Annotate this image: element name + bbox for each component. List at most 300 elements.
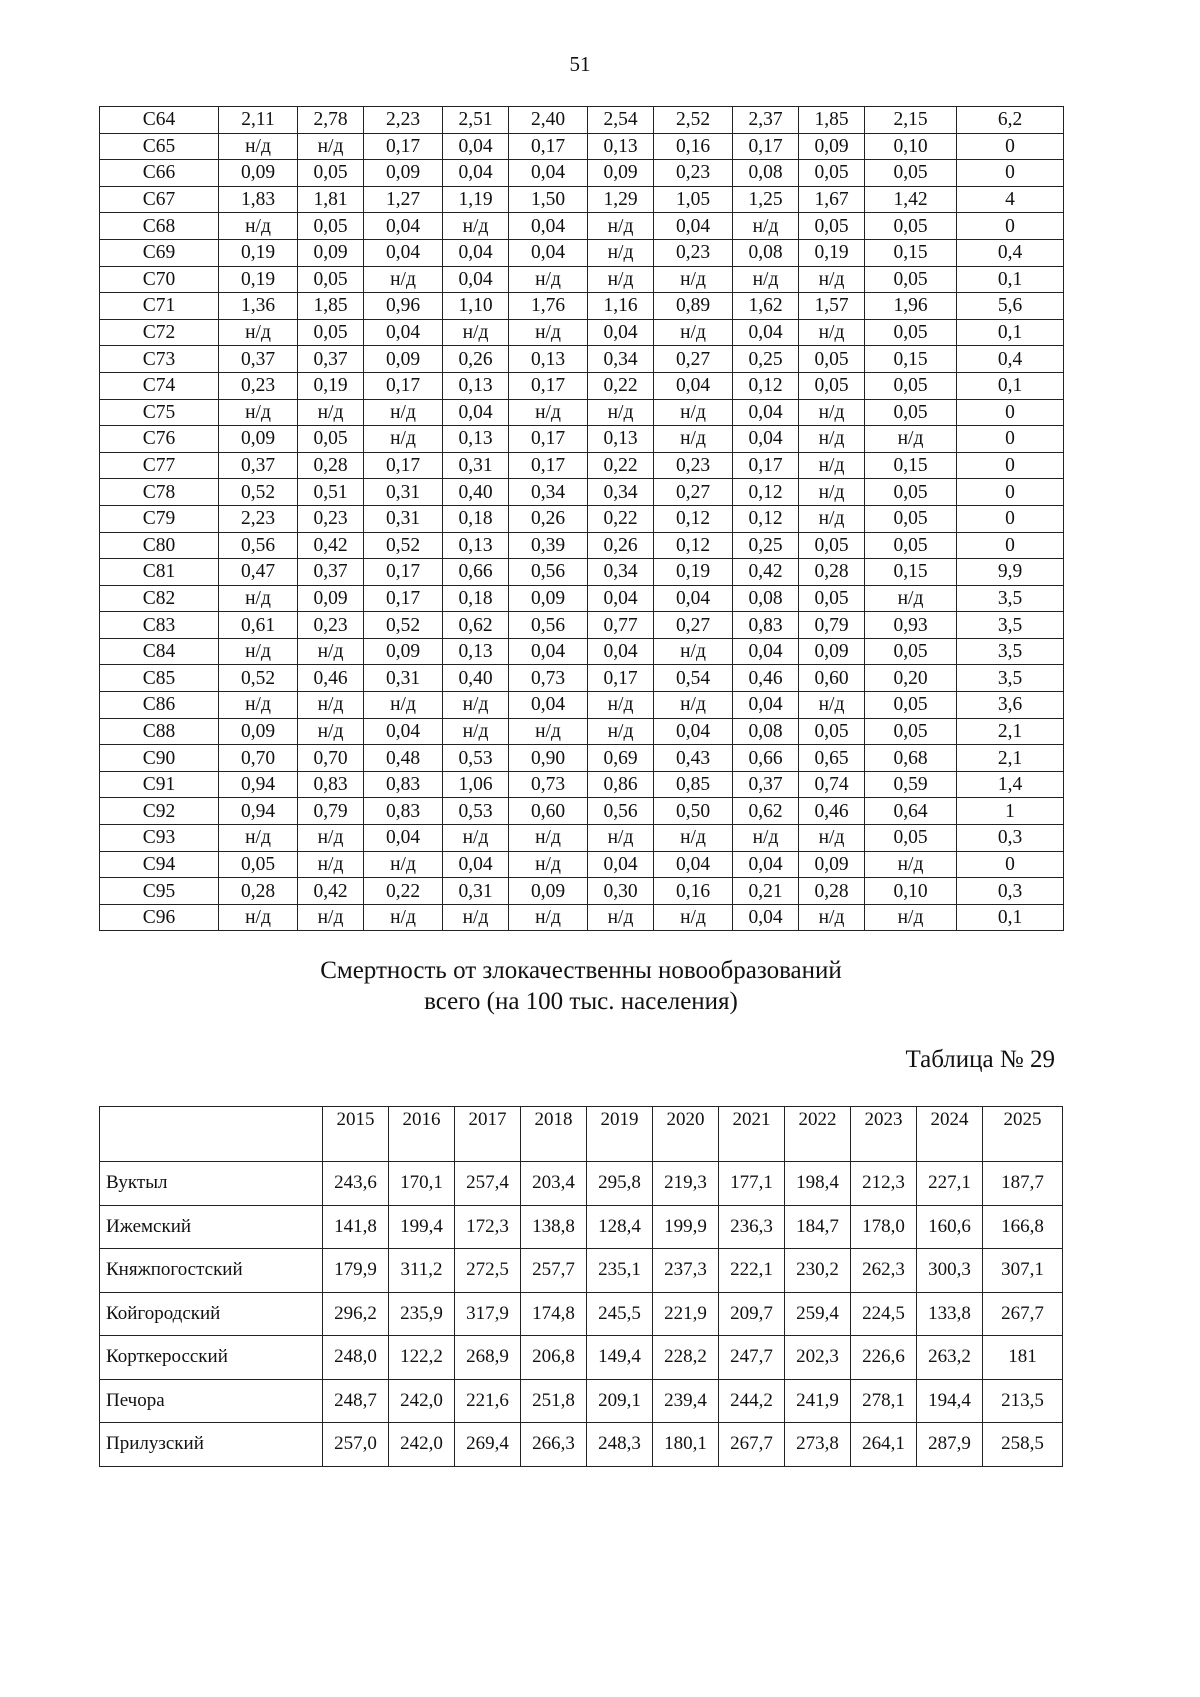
value-cell: 222,1	[719, 1249, 785, 1293]
mortality-table	[99, 1106, 1063, 1467]
table-row	[100, 798, 1064, 825]
value-cell: 0,04	[509, 213, 588, 240]
code-cell: C94	[100, 851, 219, 878]
value-cell: 258,5	[983, 1423, 1063, 1467]
value-cell: н/д	[443, 825, 509, 852]
value-cell: 0,04	[509, 160, 588, 187]
code-cell: C75	[100, 399, 219, 426]
value-cell: 0,08	[733, 585, 799, 612]
table-row	[100, 612, 1064, 639]
value-cell: 0,17	[364, 559, 443, 586]
table-caption: Таблица № 29	[905, 1046, 1055, 1073]
value-cell: 239,4	[653, 1379, 719, 1423]
value-cell: 0,04	[364, 319, 443, 346]
value-cell: 1,81	[298, 186, 364, 213]
value-cell: 272,5	[455, 1249, 521, 1293]
value-cell: 184,7	[785, 1205, 851, 1249]
value-cell: н/д	[219, 319, 298, 346]
value-cell: 212,3	[851, 1162, 917, 1206]
value-cell: н/д	[509, 319, 588, 346]
value-cell: 248,3	[587, 1423, 653, 1467]
value-cell: 0,69	[588, 745, 654, 772]
table-row	[100, 266, 1064, 293]
table-row	[100, 239, 1064, 266]
value-cell: н/д	[443, 213, 509, 240]
value-cell: 0,05	[865, 532, 957, 559]
code-cell: C96	[100, 904, 219, 931]
value-cell: 0,68	[865, 745, 957, 772]
value-cell: 1,36	[219, 293, 298, 320]
year-header-cell: 2023	[851, 1107, 917, 1162]
value-cell: 0,17	[364, 452, 443, 479]
value-cell: н/д	[654, 426, 733, 453]
value-cell: 227,1	[917, 1162, 983, 1206]
value-cell: 0,05	[298, 213, 364, 240]
value-cell: 2,78	[298, 107, 364, 134]
value-cell: 0	[957, 851, 1064, 878]
value-cell: н/д	[219, 213, 298, 240]
value-cell: 0,12	[733, 479, 799, 506]
value-cell: 0,25	[733, 346, 799, 373]
code-cell: C66	[100, 160, 219, 187]
value-cell: н/д	[588, 239, 654, 266]
table-row	[100, 771, 1064, 798]
value-cell: 317,9	[455, 1292, 521, 1336]
value-cell: 235,9	[389, 1292, 455, 1336]
value-cell: 0,23	[219, 372, 298, 399]
value-cell: 0,43	[654, 745, 733, 772]
value-cell: 0,04	[588, 585, 654, 612]
value-cell: 0,19	[298, 372, 364, 399]
value-cell: 0,05	[799, 160, 865, 187]
value-cell: 213,5	[983, 1379, 1063, 1423]
value-cell: 138,8	[521, 1205, 587, 1249]
value-cell: н/д	[298, 638, 364, 665]
code-cell: C74	[100, 372, 219, 399]
value-cell: н/д	[588, 399, 654, 426]
region-cell: Прилузский	[100, 1423, 323, 1467]
value-cell: 0,93	[865, 612, 957, 639]
table-row	[100, 532, 1064, 559]
value-cell: 0,22	[588, 372, 654, 399]
value-cell: 0,30	[588, 878, 654, 905]
value-cell: 1,10	[443, 293, 509, 320]
value-cell: 0,46	[799, 798, 865, 825]
value-cell: н/д	[865, 585, 957, 612]
region-cell: Корткеросский	[100, 1336, 323, 1380]
value-cell: 0,04	[733, 904, 799, 931]
value-cell: 0,37	[298, 559, 364, 586]
value-cell: 1,85	[799, 107, 865, 134]
value-cell: 262,3	[851, 1249, 917, 1293]
value-cell: 257,4	[455, 1162, 521, 1206]
code-cell: C77	[100, 452, 219, 479]
value-cell: 0,1	[957, 372, 1064, 399]
value-cell: 0,05	[865, 319, 957, 346]
table-row	[100, 1249, 1063, 1293]
table-row	[100, 904, 1064, 931]
region-cell: Печора	[100, 1379, 323, 1423]
value-cell: 1,85	[298, 293, 364, 320]
value-cell: 1,16	[588, 293, 654, 320]
region-cell: Княжпогостский	[100, 1249, 323, 1293]
year-header-cell: 2021	[719, 1107, 785, 1162]
value-cell: 2,1	[957, 718, 1064, 745]
value-cell: н/д	[588, 692, 654, 719]
value-cell: 224,5	[851, 1292, 917, 1336]
code-cell: C81	[100, 559, 219, 586]
value-cell: н/д	[588, 904, 654, 931]
code-cell: C79	[100, 505, 219, 532]
year-header-cell: 2017	[455, 1107, 521, 1162]
value-cell: 1,57	[799, 293, 865, 320]
value-cell: 0,53	[443, 745, 509, 772]
value-cell: 0,27	[654, 346, 733, 373]
value-cell: 0,12	[733, 505, 799, 532]
value-cell: 0,19	[654, 559, 733, 586]
value-cell: 0,17	[364, 585, 443, 612]
value-cell: 2,23	[219, 505, 298, 532]
value-cell: 0	[957, 133, 1064, 160]
value-cell: 0,51	[298, 479, 364, 506]
value-cell: 0,09	[364, 638, 443, 665]
value-cell: 0,13	[588, 133, 654, 160]
value-cell: н/д	[865, 851, 957, 878]
code-cell: C92	[100, 798, 219, 825]
value-cell: 209,1	[587, 1379, 653, 1423]
value-cell: 269,4	[455, 1423, 521, 1467]
value-cell: н/д	[298, 399, 364, 426]
value-cell: 0,05	[799, 532, 865, 559]
code-cell: C86	[100, 692, 219, 719]
code-cell: C65	[100, 133, 219, 160]
value-cell: 0,05	[799, 585, 865, 612]
value-cell: 0,13	[443, 638, 509, 665]
value-cell: 0	[957, 160, 1064, 187]
value-cell: 0,26	[588, 532, 654, 559]
value-cell: 296,2	[323, 1292, 389, 1336]
value-cell: 0,25	[733, 532, 799, 559]
value-cell: 0,65	[799, 745, 865, 772]
value-cell: 181	[983, 1336, 1063, 1380]
value-cell: н/д	[865, 426, 957, 453]
value-cell: н/д	[799, 319, 865, 346]
value-cell: н/д	[799, 505, 865, 532]
value-cell: 5,6	[957, 293, 1064, 320]
value-cell: 243,6	[323, 1162, 389, 1206]
value-cell: н/д	[509, 399, 588, 426]
value-cell: 278,1	[851, 1379, 917, 1423]
value-cell: 1,96	[865, 293, 957, 320]
value-cell: 247,7	[719, 1336, 785, 1380]
value-cell: 0,56	[219, 532, 298, 559]
value-cell: н/д	[298, 133, 364, 160]
value-cell: 0,42	[298, 532, 364, 559]
value-cell: 0,22	[588, 505, 654, 532]
value-cell: 0,13	[588, 426, 654, 453]
table-row	[100, 1423, 1063, 1467]
value-cell: 0,09	[509, 878, 588, 905]
value-cell: н/д	[219, 399, 298, 426]
value-cell: н/д	[654, 319, 733, 346]
value-cell: 0,12	[654, 505, 733, 532]
value-cell: 2,23	[364, 107, 443, 134]
value-cell: 194,4	[917, 1379, 983, 1423]
value-cell: 0,04	[364, 213, 443, 240]
value-cell: 0,42	[733, 559, 799, 586]
value-cell: 0,89	[654, 293, 733, 320]
value-cell: 0,23	[654, 160, 733, 187]
value-cell: 9,9	[957, 559, 1064, 586]
value-cell: 0,23	[298, 612, 364, 639]
value-cell: 0,31	[364, 665, 443, 692]
value-cell: 0,73	[509, 771, 588, 798]
value-cell: 2,37	[733, 107, 799, 134]
value-cell: 0,08	[733, 239, 799, 266]
value-cell: 174,8	[521, 1292, 587, 1336]
value-cell: 172,3	[455, 1205, 521, 1249]
code-cell: C70	[100, 266, 219, 293]
value-cell: н/д	[654, 266, 733, 293]
value-cell: 0,79	[799, 612, 865, 639]
value-cell: 199,4	[389, 1205, 455, 1249]
code-cell: C72	[100, 319, 219, 346]
value-cell: 0,04	[443, 266, 509, 293]
value-cell: 0,15	[865, 346, 957, 373]
value-cell: 241,9	[785, 1379, 851, 1423]
year-header-cell: 2024	[917, 1107, 983, 1162]
value-cell: 0,17	[509, 372, 588, 399]
value-cell: н/д	[654, 638, 733, 665]
value-cell: 0,28	[799, 559, 865, 586]
year-header-cell: 2020	[653, 1107, 719, 1162]
value-cell: 0,34	[588, 559, 654, 586]
value-cell: 0,04	[509, 638, 588, 665]
value-cell: 0,13	[443, 372, 509, 399]
value-cell: 0,09	[219, 426, 298, 453]
value-cell: 0,52	[219, 479, 298, 506]
value-cell: н/д	[364, 399, 443, 426]
value-cell: 0,09	[298, 239, 364, 266]
value-cell: 166,8	[983, 1205, 1063, 1249]
value-cell: 0,46	[298, 665, 364, 692]
value-cell: 244,2	[719, 1379, 785, 1423]
value-cell: 206,8	[521, 1336, 587, 1380]
value-cell: 0,12	[733, 372, 799, 399]
value-cell: 3,5	[957, 638, 1064, 665]
value-cell: 1,62	[733, 293, 799, 320]
year-header-cell: 2015	[323, 1107, 389, 1162]
value-cell: 0,05	[298, 266, 364, 293]
year-header-cell: 2025	[983, 1107, 1063, 1162]
value-cell: 199,9	[653, 1205, 719, 1249]
value-cell: 0,4	[957, 239, 1064, 266]
value-cell: 0,05	[865, 399, 957, 426]
region-cell: Койгородский	[100, 1292, 323, 1336]
value-cell: 0,04	[364, 825, 443, 852]
value-cell: 0,05	[799, 718, 865, 745]
value-cell: 0,09	[364, 346, 443, 373]
year-header-cell: 2022	[785, 1107, 851, 1162]
value-cell: 133,8	[917, 1292, 983, 1336]
value-cell: н/д	[509, 718, 588, 745]
table-row	[100, 399, 1064, 426]
value-cell: 0,09	[799, 133, 865, 160]
value-cell: 235,1	[587, 1249, 653, 1293]
value-cell: 3,5	[957, 665, 1064, 692]
value-cell: 0,94	[219, 771, 298, 798]
value-cell: 0,1	[957, 266, 1064, 293]
value-cell: 264,1	[851, 1423, 917, 1467]
value-cell: 1,29	[588, 186, 654, 213]
code-cell: C76	[100, 426, 219, 453]
value-cell: 263,2	[917, 1336, 983, 1380]
value-cell: 0,05	[865, 213, 957, 240]
value-cell: 0,61	[219, 612, 298, 639]
table-row	[100, 1336, 1063, 1380]
value-cell: 266,3	[521, 1423, 587, 1467]
value-cell: 6,2	[957, 107, 1064, 134]
value-cell: н/д	[654, 825, 733, 852]
section-title	[0, 955, 1162, 1017]
value-cell: 0,17	[733, 452, 799, 479]
value-cell: 0,26	[443, 346, 509, 373]
value-cell: 0,3	[957, 825, 1064, 852]
table-row	[100, 665, 1064, 692]
value-cell: 0,04	[443, 239, 509, 266]
value-cell: н/д	[654, 399, 733, 426]
value-cell: 0,04	[733, 426, 799, 453]
value-cell: 0,47	[219, 559, 298, 586]
code-cell: C85	[100, 665, 219, 692]
value-cell: 0,28	[219, 878, 298, 905]
value-cell: 0,04	[654, 718, 733, 745]
value-cell: н/д	[298, 692, 364, 719]
value-cell: 0,09	[588, 160, 654, 187]
value-cell: 0,26	[509, 505, 588, 532]
value-cell: 0,48	[364, 745, 443, 772]
value-cell: 0,05	[865, 692, 957, 719]
value-cell: н/д	[654, 904, 733, 931]
value-cell: 0,94	[219, 798, 298, 825]
value-cell: 122,2	[389, 1336, 455, 1380]
value-cell: 0,04	[588, 851, 654, 878]
value-cell: 187,7	[983, 1162, 1063, 1206]
value-cell: 0,04	[733, 399, 799, 426]
value-cell: 0,17	[364, 372, 443, 399]
value-cell: 0,31	[443, 878, 509, 905]
value-cell: 0,28	[298, 452, 364, 479]
value-cell: 0,62	[733, 798, 799, 825]
code-cell: C68	[100, 213, 219, 240]
value-cell: 2,40	[509, 107, 588, 134]
value-cell: н/д	[588, 266, 654, 293]
table-row	[100, 1162, 1063, 1206]
value-cell: 0,10	[865, 133, 957, 160]
value-cell: 0,21	[733, 878, 799, 905]
value-cell: 0,23	[654, 452, 733, 479]
value-cell: н/д	[509, 851, 588, 878]
table-row	[100, 479, 1064, 506]
value-cell: н/д	[443, 692, 509, 719]
value-cell: 0,04	[654, 585, 733, 612]
value-cell: 0,83	[364, 771, 443, 798]
value-cell: 0,17	[509, 452, 588, 479]
value-cell: 2,15	[865, 107, 957, 134]
table-row	[100, 160, 1064, 187]
code-cell: C64	[100, 107, 219, 134]
table-row	[100, 319, 1064, 346]
year-header-cell: 2018	[521, 1107, 587, 1162]
value-cell: 0,40	[443, 665, 509, 692]
value-cell: н/д	[298, 851, 364, 878]
table-row	[100, 878, 1064, 905]
value-cell: 0,37	[733, 771, 799, 798]
table-row	[100, 107, 1064, 134]
value-cell: 0,1	[957, 319, 1064, 346]
code-cell: C84	[100, 638, 219, 665]
region-cell: Ижемский	[100, 1205, 323, 1249]
value-cell: 0,60	[799, 665, 865, 692]
value-cell: 226,6	[851, 1336, 917, 1380]
value-cell: 0,05	[298, 319, 364, 346]
value-cell: н/д	[799, 825, 865, 852]
value-cell: н/д	[799, 266, 865, 293]
value-cell: 0,54	[654, 665, 733, 692]
value-cell: 0,66	[733, 745, 799, 772]
value-cell: 180,1	[653, 1423, 719, 1467]
table-row	[100, 745, 1064, 772]
value-cell: н/д	[364, 851, 443, 878]
value-cell: н/д	[219, 692, 298, 719]
value-cell: н/д	[865, 904, 957, 931]
value-cell: 0,04	[509, 239, 588, 266]
value-cell: 1,76	[509, 293, 588, 320]
value-cell: 0,66	[443, 559, 509, 586]
value-cell: 0,4	[957, 346, 1064, 373]
value-cell: 0,04	[733, 851, 799, 878]
value-cell: 0,3	[957, 878, 1064, 905]
value-cell: 1	[957, 798, 1064, 825]
table-row	[100, 186, 1064, 213]
value-cell: 0,46	[733, 665, 799, 692]
value-cell: 0,04	[733, 638, 799, 665]
table-row	[100, 372, 1064, 399]
value-cell: н/д	[509, 825, 588, 852]
value-cell: 3,6	[957, 692, 1064, 719]
value-cell: 3,5	[957, 612, 1064, 639]
header-corner-cell	[100, 1107, 323, 1162]
value-cell: 0,19	[219, 239, 298, 266]
value-cell: 237,3	[653, 1249, 719, 1293]
value-cell: 0,04	[364, 239, 443, 266]
value-cell: 267,7	[719, 1423, 785, 1467]
value-cell: 0,27	[654, 612, 733, 639]
value-cell: 0,04	[654, 372, 733, 399]
value-cell: 1,50	[509, 186, 588, 213]
value-cell: 0,79	[298, 798, 364, 825]
value-cell: 0,23	[298, 505, 364, 532]
value-cell: 0,96	[364, 293, 443, 320]
value-cell: н/д	[219, 638, 298, 665]
value-cell: 1,67	[799, 186, 865, 213]
value-cell: 0,22	[588, 452, 654, 479]
table-row	[100, 452, 1064, 479]
value-cell: н/д	[219, 825, 298, 852]
value-cell: 0,37	[219, 452, 298, 479]
value-cell: 0,56	[509, 612, 588, 639]
value-cell: н/д	[219, 904, 298, 931]
